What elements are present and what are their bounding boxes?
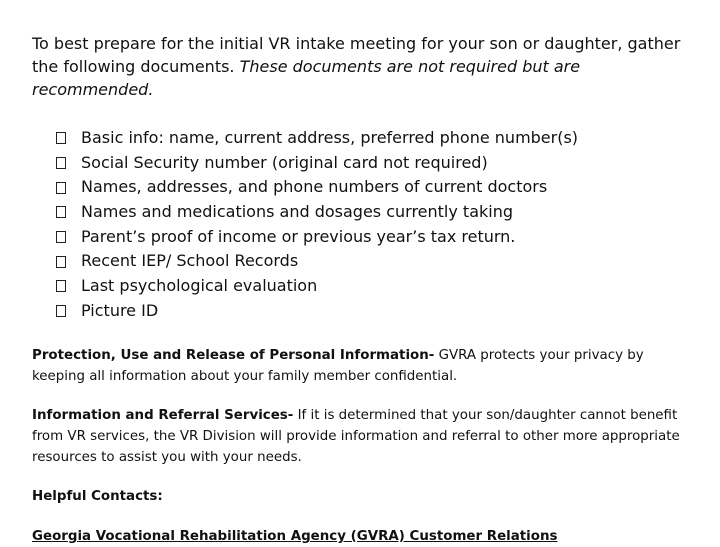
intro-text: To best prepare for the initial VR intake meeting for your son or daughter, gather the following documents. (32, 34, 681, 76)
checklist-item-label: Names and medications and dosages currently taking (81, 202, 514, 222)
checkbox-icon[interactable] (56, 305, 66, 317)
checklist-item (56, 200, 578, 225)
intro-paragraph (32, 32, 692, 101)
intro-italic-note: These documents are not required but are recommended. (32, 57, 581, 99)
checkbox-icon[interactable] (56, 132, 66, 144)
helpful-contacts-heading: Helpful Contacts: (32, 489, 163, 504)
checklist-item (56, 126, 578, 151)
checklist-item (56, 274, 578, 299)
checklist-item (56, 225, 578, 250)
checkbox-icon[interactable] (56, 157, 66, 169)
checklist-item (56, 249, 578, 274)
checklist-item-label: Parent’s proof of income or previous year’s tax return. (81, 226, 516, 246)
checklist-item (56, 299, 578, 324)
checkbox-icon[interactable] (56, 280, 66, 292)
documents-checklist (56, 126, 578, 324)
checkbox-icon[interactable] (56, 182, 66, 194)
contact-agency-heading: Georgia Vocational Rehabilitation Agency (GVRA) Customer Relations (32, 529, 558, 544)
referral-body: If it is determined that your son/daughter cannot benefit from VR services, the VR Division will provide information and referral to other more appropriate resources to assist you with your needs. (32, 408, 680, 465)
privacy-heading: Protection, Use and Release of Personal Information- (32, 348, 435, 363)
checkbox-icon[interactable] (56, 256, 66, 268)
checkbox-icon[interactable] (56, 206, 66, 218)
checklist-item (56, 151, 578, 176)
privacy-body: GVRA protects your privacy by keeping all information about your family member confidential. (32, 348, 644, 384)
checkbox-icon[interactable] (56, 231, 66, 243)
checklist-item-label: Picture ID (81, 300, 159, 320)
checklist-item-label: Basic info: name, current address, preferred phone number(s) (81, 128, 579, 147)
checklist-item (56, 175, 578, 200)
referral-heading: Information and Referral Services- (32, 408, 294, 423)
checklist-item-label: Names, addresses, and phone numbers of current doctors (81, 177, 548, 197)
checklist-item-label: Recent IEP/ School Records (81, 251, 299, 271)
privacy-paragraph (32, 345, 692, 387)
checklist-item-label: Last psychological evaluation (81, 276, 318, 296)
referral-paragraph (32, 405, 692, 468)
checklist-item-label: Social Security number (original card not required) (81, 152, 488, 172)
